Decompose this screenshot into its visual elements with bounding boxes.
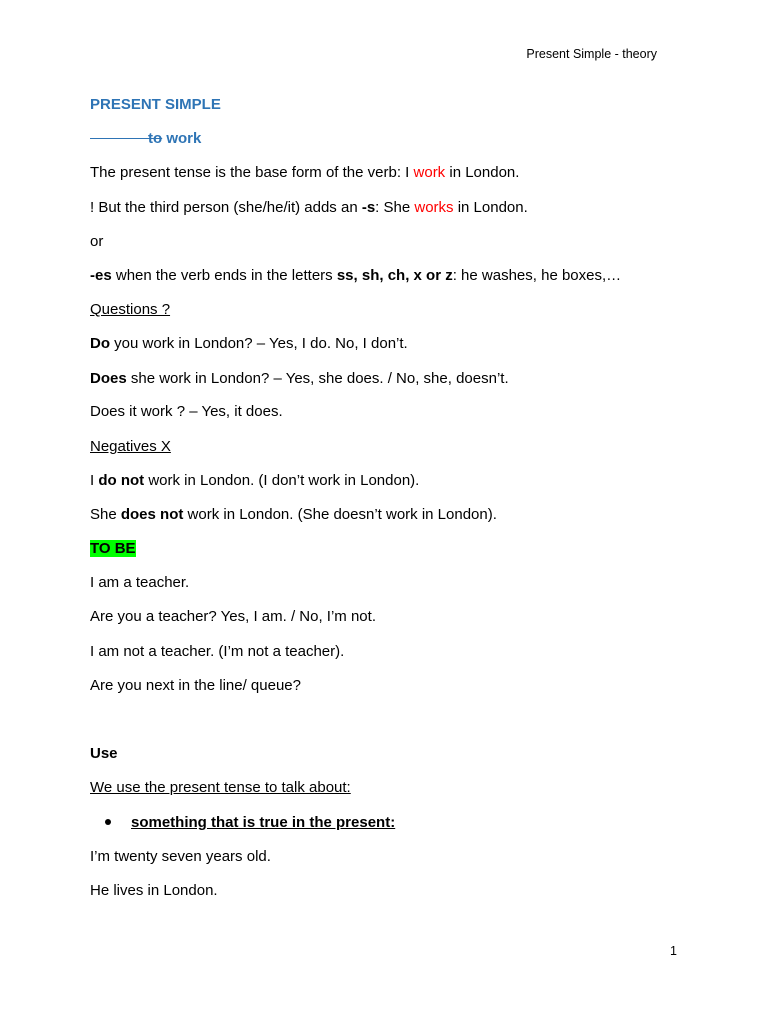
or-text: or [90,233,104,250]
es-rule-text-1: when the verb ends in the letters [111,267,337,284]
to-be-example-2: Are you a teacher? Yes, I am. / No, I’m not. [90,608,376,625]
infinitive-word: work [162,130,202,147]
question-1-aux: Do [90,335,110,352]
bullet-text: something that is true in the present: [131,814,396,831]
es-suffix: -es [90,267,112,284]
third-person-text-2: : She [375,199,415,216]
third-person-highlight: works [414,199,454,216]
negative-1-text-2: work in London. (I don’t work in London). [144,472,420,489]
third-person-text-1: ! But the third person (she/he/it) adds an [90,199,362,216]
to-be-heading: TO BE [90,540,136,557]
negative-2-text-2: work in London. (She doesn’t work in London). [183,506,497,523]
infinitive-line [90,130,201,148]
es-rule-text-2: : he washes, he boxes,… [452,267,622,284]
es-rule-sentence [90,267,621,285]
bullet-icon [105,819,111,825]
to-be-heading-line [90,540,136,558]
intro-highlight: work [413,164,446,181]
use-example-2: He lives in London. [90,882,218,899]
infinitive-to: to [148,130,163,147]
question-1 [90,335,408,353]
negative-1-text-1: I [90,472,99,489]
es-letters: ss, sh, ch, x or z [336,267,453,284]
intro-sentence [90,164,519,182]
question-2 [90,370,509,388]
use-heading: Use [90,745,118,762]
negative-2 [90,506,497,524]
negatives-heading: Negatives X [90,438,171,455]
third-person-suffix: -s [361,199,376,216]
page-number: 1 [670,944,677,958]
intro-text-1: The present tense is the base form of the verb: I [90,164,414,181]
questions-heading: Questions ? [90,301,171,318]
question-1-text: you work in London? – Yes, I do. No, I don’t. [110,335,408,352]
third-person-sentence [90,199,528,217]
strike-rule [90,138,148,139]
question-2-text: she work in London? – Yes, she does. / No, she, doesn’t. [126,370,509,387]
to-be-example-1: I am a teacher. [90,574,190,591]
document-title: PRESENT SIMPLE [90,96,221,113]
negative-2-aux: does not [120,506,184,523]
to-be-example-4: Are you next in the line/ queue? [90,677,301,694]
page-header: Present Simple - theory [526,47,657,61]
use-intro: We use the present tense to talk about: [90,779,351,796]
third-person-text-3: in London. [453,199,528,216]
negative-2-text-1: She [90,506,121,523]
negative-1-aux: do not [98,472,145,489]
question-3: Does it work ? – Yes, it does. [90,403,283,420]
to-be-example-3: I am not a teacher. (I’m not a teacher). [90,643,345,660]
negative-1 [90,472,419,490]
question-2-aux: Does [90,370,127,387]
bullet-item [105,814,395,832]
intro-text-2: in London. [445,164,520,181]
use-example-1: I’m twenty seven years old. [90,848,271,865]
